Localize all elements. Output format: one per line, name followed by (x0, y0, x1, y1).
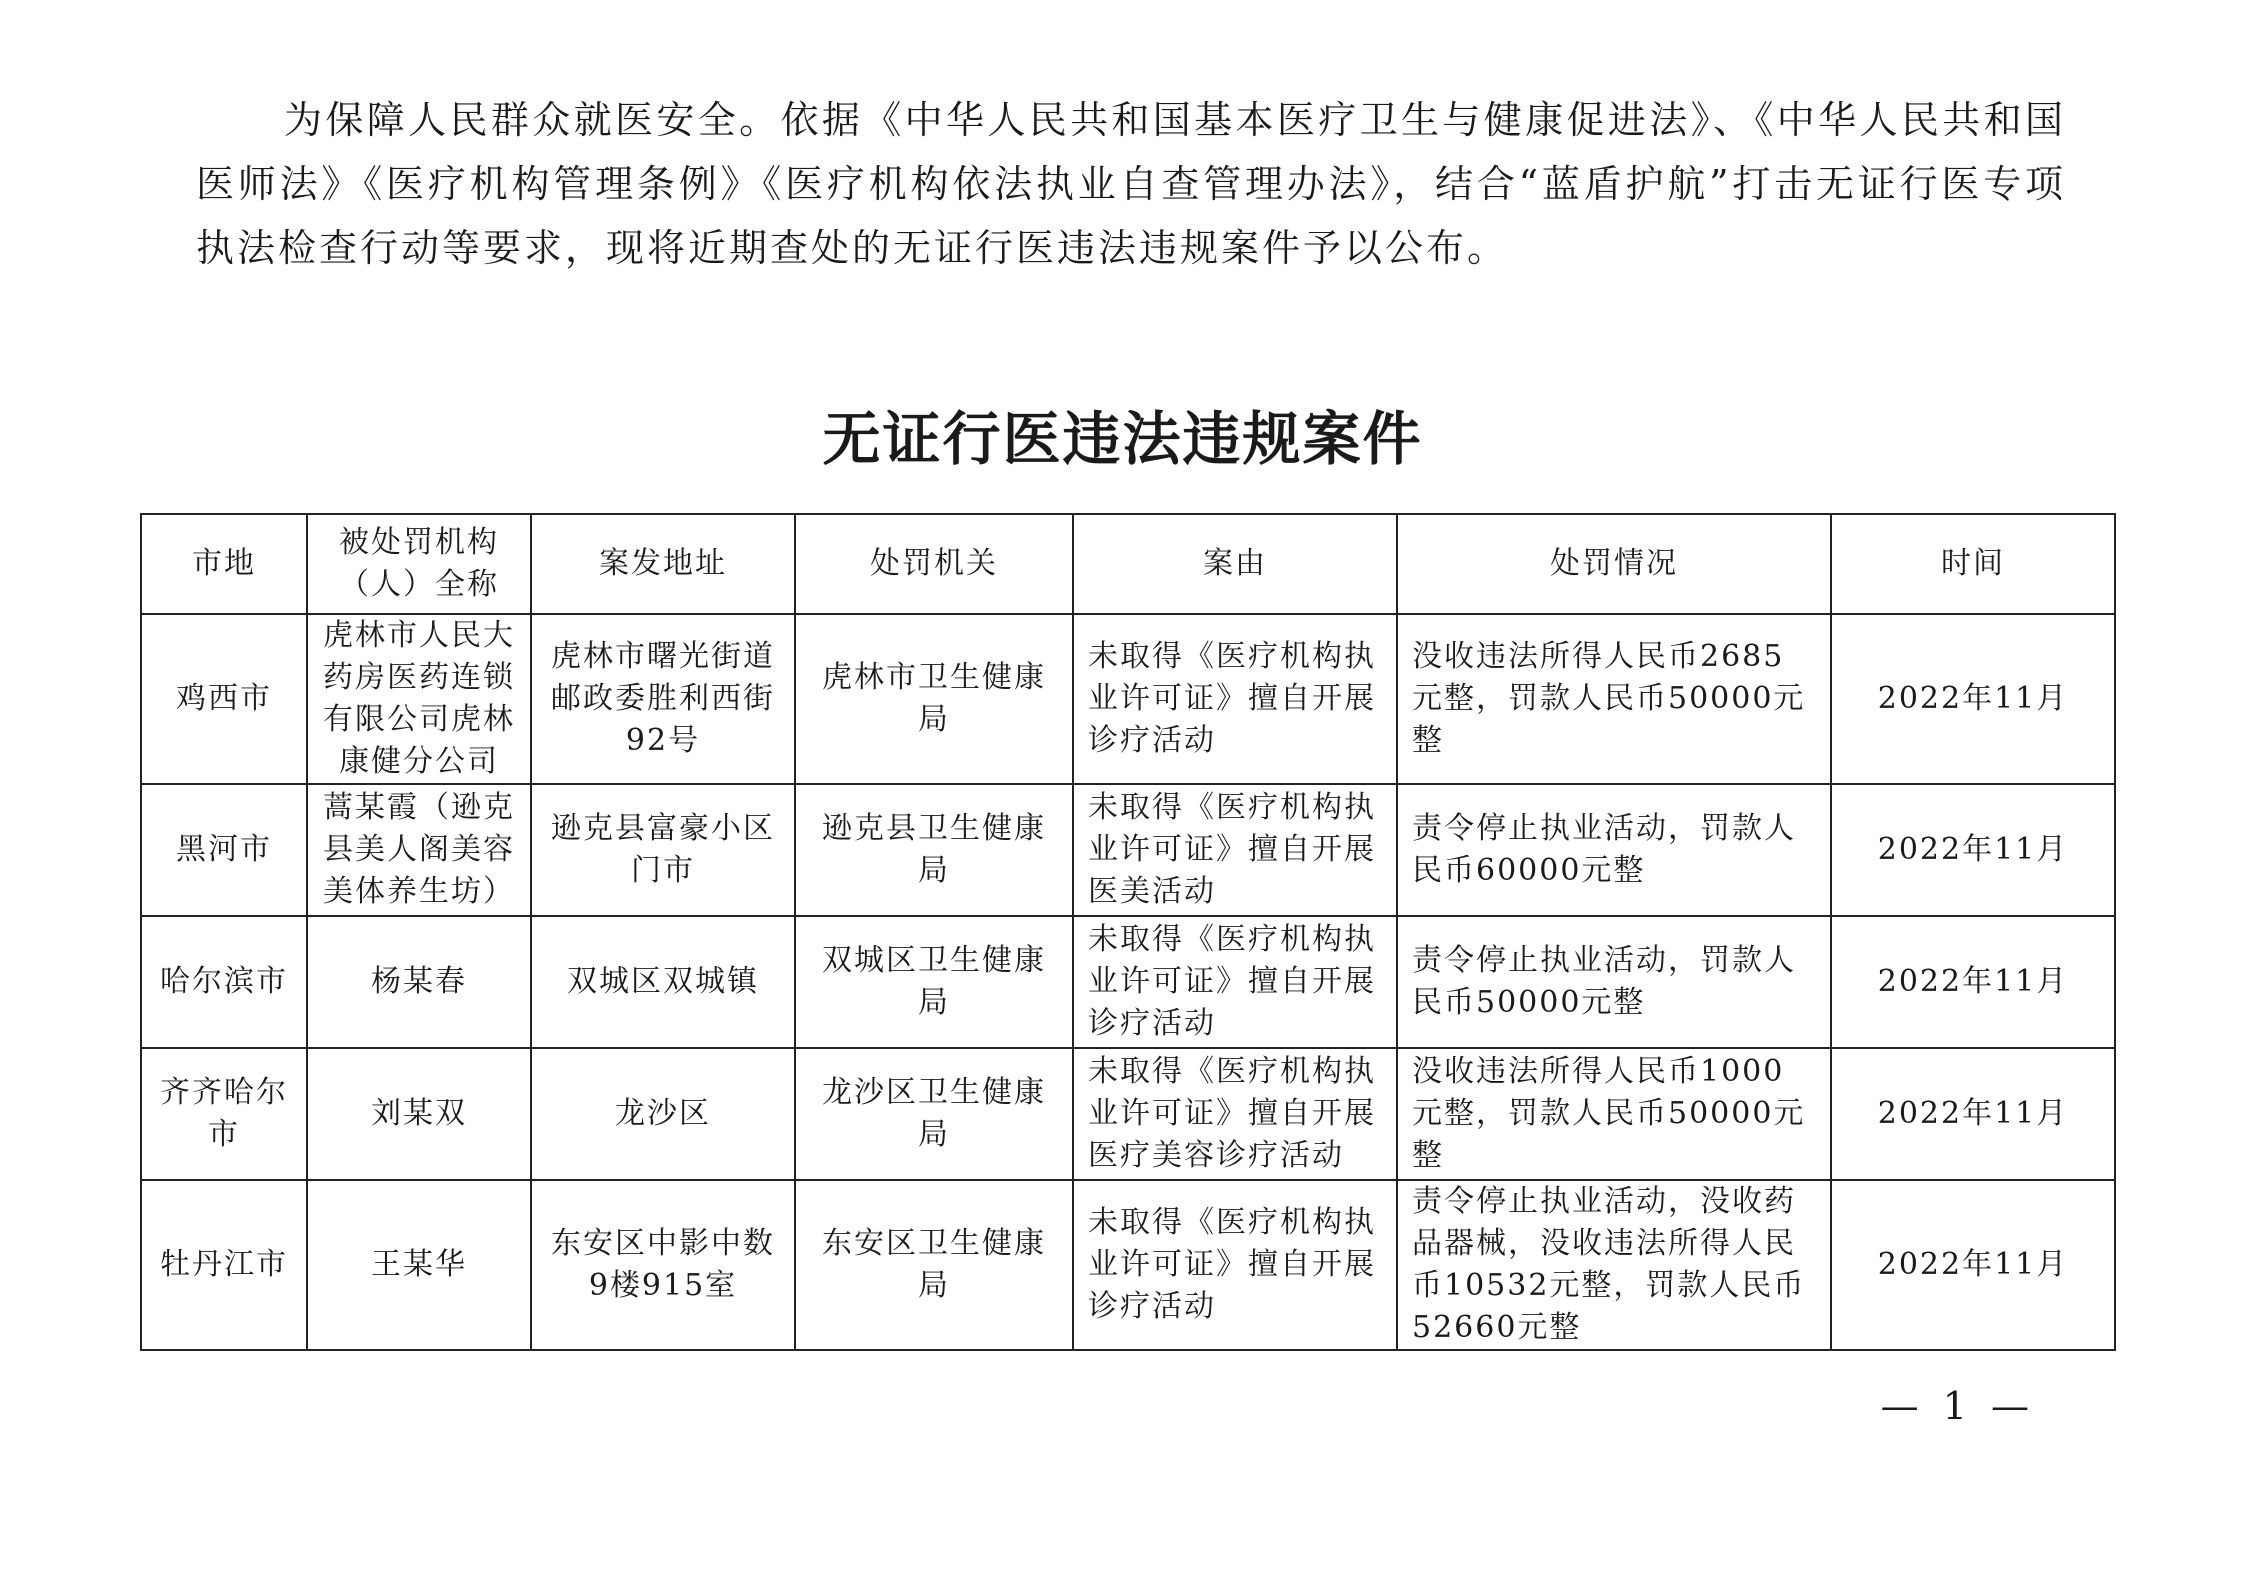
cell-penalty: 没收违法所得人民币2685元整，罚款人民币50000元整 (1397, 614, 1831, 784)
cell-cause: 未取得《医疗机构执业许可证》擅自开展诊疗活动 (1073, 1180, 1397, 1350)
cell-authority: 虎林市卫生健康局 (795, 614, 1073, 784)
table-row (141, 916, 2115, 1048)
header-time: 时间 (1831, 514, 2115, 614)
header-penalty: 处罚情况 (1397, 514, 1831, 614)
cell-time: 2022年11月 (1831, 916, 2115, 1048)
cell-address: 双城区双城镇 (531, 916, 795, 1048)
cell-cause: 未取得《医疗机构执业许可证》擅自开展医疗美容诊疗活动 (1073, 1048, 1397, 1180)
cell-city: 黑河市 (141, 784, 307, 916)
cell-time: 2022年11月 (1831, 784, 2115, 916)
cell-time: 2022年11月 (1831, 1048, 2115, 1180)
header-cause: 案由 (1073, 514, 1397, 614)
cell-address: 龙沙区 (531, 1048, 795, 1180)
table-row (141, 1048, 2115, 1180)
table-row (141, 784, 2115, 916)
cell-address: 东安区中影中数9楼915室 (531, 1180, 795, 1350)
cell-time: 2022年11月 (1831, 1180, 2115, 1350)
cell-city: 鸡西市 (141, 614, 307, 784)
cell-entity: 刘某双 (307, 1048, 531, 1180)
cell-authority: 龙沙区卫生健康局 (795, 1048, 1073, 1180)
cell-authority: 逊克县卫生健康局 (795, 784, 1073, 916)
table-header-row (141, 514, 2115, 614)
cell-entity: 杨某春 (307, 916, 531, 1048)
cell-cause: 未取得《医疗机构执业许可证》擅自开展医美活动 (1073, 784, 1397, 916)
header-authority: 处罚机关 (795, 514, 1073, 614)
cell-authority: 东安区卫生健康局 (795, 1180, 1073, 1350)
intro-paragraph: 为保障人民群众就医安全。依据《中华人民共和国基本医疗卫生与健康促进法》、《中华人民共和国医师法》《医疗机构管理条例》《医疗机构依法执业自查管理办法》，结合“蓝盾护航”打击无证行医专项执法检查行动等要求，现将近期查处的无证行医违法违规案件予以公布。 (196, 98, 2066, 270)
cell-city: 哈尔滨市 (141, 916, 307, 1048)
intro-section (196, 88, 2066, 280)
header-address: 案发地址 (531, 514, 795, 614)
cell-time: 2022年11月 (1831, 614, 2115, 784)
cell-address: 虎林市曙光街道邮政委胜利西街92号 (531, 614, 795, 784)
table-row (141, 1180, 2115, 1350)
cell-authority: 双城区卫生健康局 (795, 916, 1073, 1048)
document-title: 无证行医违法违规案件 (822, 405, 1423, 473)
table-row (141, 614, 2115, 784)
header-city: 市地 (141, 514, 307, 614)
cell-entity: 王某华 (307, 1180, 531, 1350)
cell-penalty: 责令停止执业活动，罚款人民币60000元整 (1397, 784, 1831, 916)
cases-table (140, 513, 2116, 1351)
cell-entity: 蒿某霞（逊克县美人阁美容美体养生坊） (307, 784, 531, 916)
cell-city: 齐齐哈尔市 (141, 1048, 307, 1180)
cell-entity: 虎林市人民大药房医药连锁有限公司虎林康健分公司 (307, 614, 531, 784)
cell-cause: 未取得《医疗机构执业许可证》擅自开展诊疗活动 (1073, 916, 1397, 1048)
cell-penalty: 责令停止执业活动，罚款人民币50000元整 (1397, 916, 1831, 1048)
cell-cause: 未取得《医疗机构执业许可证》擅自开展诊疗活动 (1073, 614, 1397, 784)
cell-address: 逊克县富豪小区门市 (531, 784, 795, 916)
cell-penalty: 没收违法所得人民币1000元整，罚款人民币50000元整 (1397, 1048, 1831, 1180)
cell-penalty: 责令停止执业活动，没收药品器械，没收违法所得人民币10532元整，罚款人民币52660元整 (1397, 1180, 1831, 1350)
page-number: — 1 — (1880, 1384, 2035, 1428)
header-entity: 被处罚机构（人）全称 (307, 514, 531, 614)
cell-city: 牡丹江市 (141, 1180, 307, 1350)
